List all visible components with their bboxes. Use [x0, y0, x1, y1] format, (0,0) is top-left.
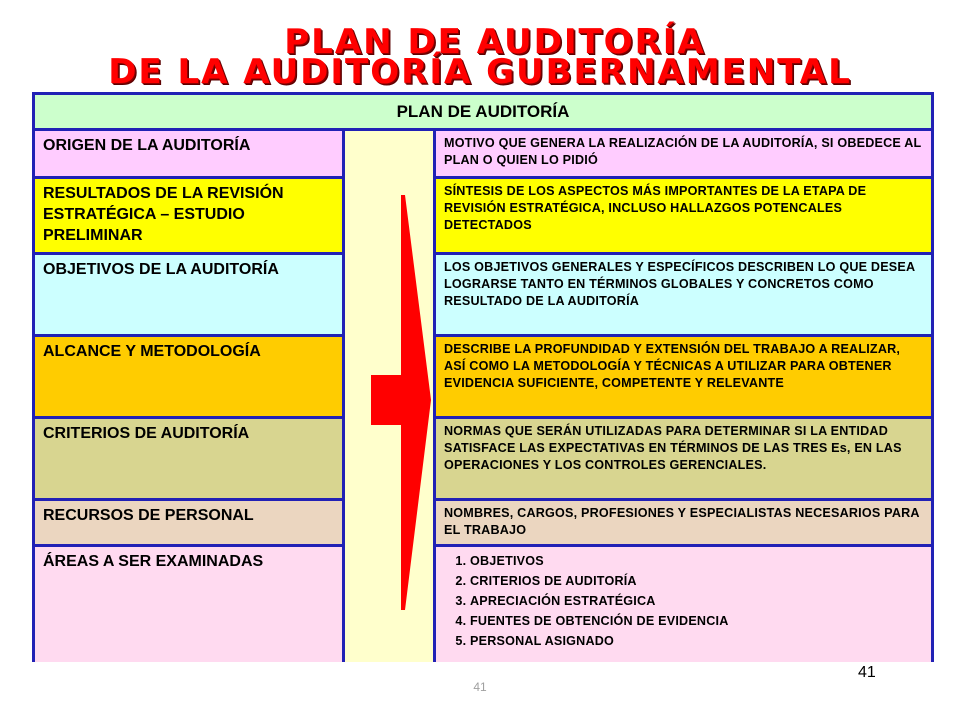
row-label-origen: ORIGEN DE LA AUDITORÍA	[35, 131, 345, 179]
row-desc-areas	[436, 547, 931, 662]
red-arrow-icon	[365, 195, 431, 615]
slide-title-line-2: DE LA AUDITORÍA GUBERNAMENTAL	[108, 52, 852, 92]
list-item: 3. APRECIACIÓN ESTRATÉGICA	[470, 593, 923, 610]
footer-page-number: 41	[473, 680, 487, 694]
row-label-objetivos: OBJETIVOS DE LA AUDITORÍA	[35, 255, 345, 337]
row-desc-recursos: NOMBRES, CARGOS, PROFESIONES Y ESPECIALISTAS NECESARIOS PARA EL TRABAJO	[436, 501, 931, 547]
areas-list	[444, 553, 923, 650]
row-label-resultados: RESULTADOS DE LA REVISIÓN ESTRATÉGICA – ESTUDIO PRELIMINAR	[35, 179, 345, 255]
row-label-recursos: RECURSOS DE PERSONAL	[35, 501, 345, 547]
row-label-alcance: ALCANCE Y METODOLOGÍA	[35, 337, 345, 419]
table-header: PLAN DE AUDITORÍA	[35, 95, 931, 131]
slide-title-line-1: PLAN DE AUDITORÍA	[284, 22, 706, 62]
row-desc-objetivos: LOS OBJETIVOS GENERALES Y ESPECÍFICOS DESCRIBEN LO QUE DESEA LOGRARSE TANTO EN TÉRMINOS GLOBALES Y CONCRETOS COMO RESULTADO DE LA AUDITORÍA	[436, 255, 931, 337]
list-item: 5. PERSONAL ASIGNADO	[470, 633, 923, 650]
row-desc-resultados: SÍNTESIS DE LOS ASPECTOS MÁS IMPORTANTES DE LA ETAPA DE REVISIÓN ESTRATÉGICA, INCLUSO HALLAZGOS POTENCALES DETECTADOS	[436, 179, 931, 255]
list-item: 1. OBJETIVOS	[470, 553, 923, 570]
list-item: 2. CRITERIOS DE AUDITORÍA	[470, 573, 923, 590]
row-label-areas: ÁREAS A SER EXAMINADAS	[35, 547, 345, 662]
audit-plan-table	[32, 92, 934, 662]
row-desc-origen: MOTIVO QUE GENERA LA REALIZACIÓN DE LA AUDITORÍA, SI OBEDECE AL PLAN O QUIEN LO PIDIÓ	[436, 131, 931, 179]
page-number: 41	[858, 664, 876, 681]
row-label-criterios: CRITERIOS DE AUDITORÍA	[35, 419, 345, 501]
list-item: 4. FUENTES DE OBTENCIÓN DE EVIDENCIA	[470, 613, 923, 630]
row-desc-alcance: DESCRIBE LA PROFUNDIDAD Y EXTENSIÓN DEL TRABAJO A REALIZAR, ASÍ COMO LA METODOLOGÍA Y TÉCNICAS A UTILIZAR PARA OBTENER EVIDENCIA SUFICIENTE, COMPETENTE Y RELEVANTE	[436, 337, 931, 419]
row-desc-criterios: NORMAS QUE SERÁN UTILIZADAS PARA DETERMINAR SI LA ENTIDAD SATISFACE LAS EXPECTATIVAS EN TÉRMINOS DE LAS TRES Es, EN LAS OPERACIONES Y LOS CONTROLES GERENCIALES.	[436, 419, 931, 501]
